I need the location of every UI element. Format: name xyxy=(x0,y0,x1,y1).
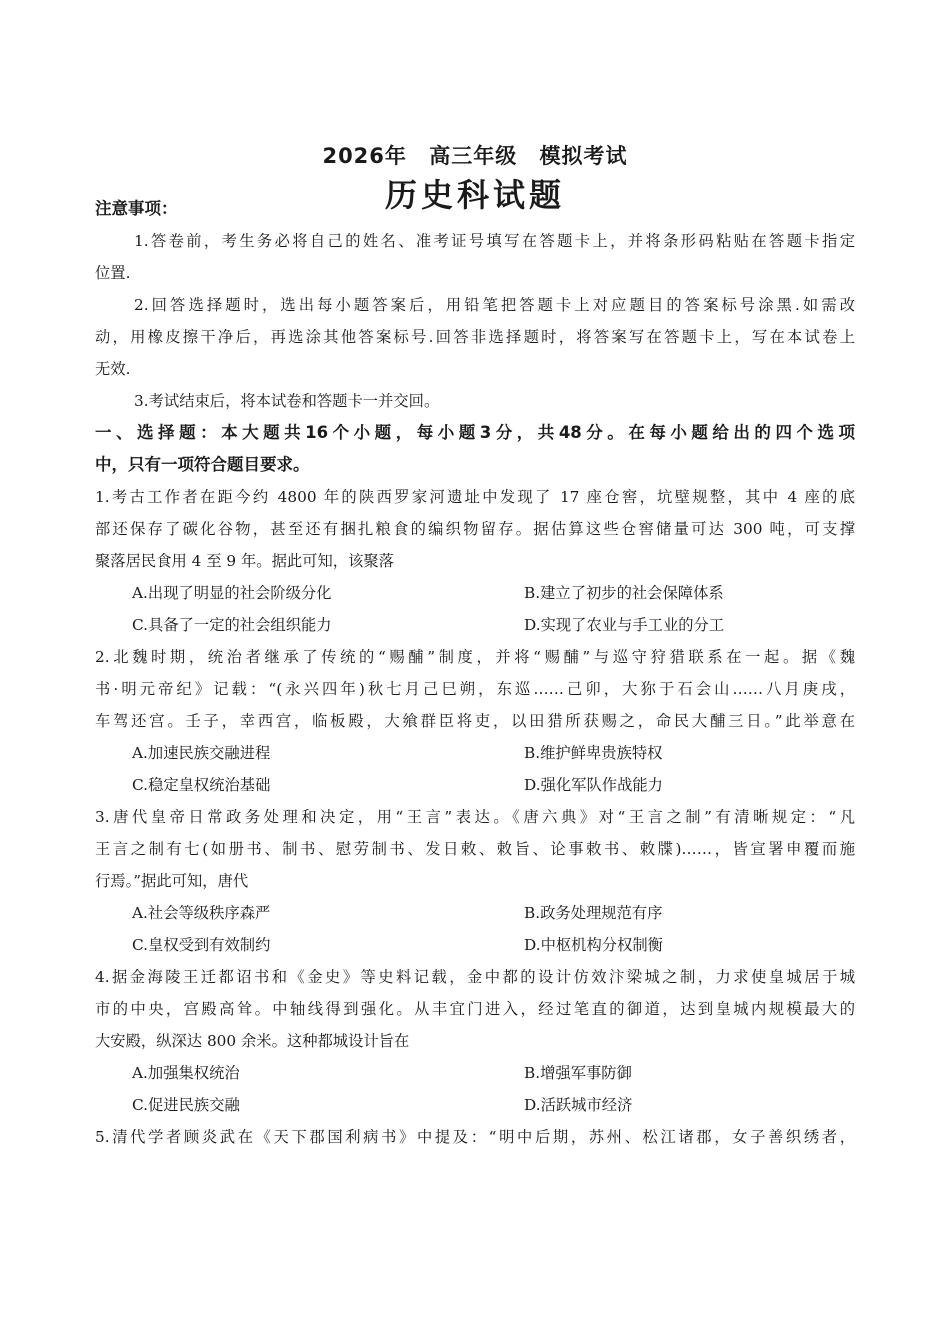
question-3-option-b: B.政务处理规范有序 xyxy=(524,904,663,922)
question-1-line: 部还保存了碳化谷物，甚至还有捆扎粮食的编织物留存。据估算这些仓窖储量可达 300 吨，可支撑 xyxy=(95,520,855,538)
question-1-option-a: A.出现了明显的社会阶级分化 xyxy=(132,584,332,602)
section-heading: 一、选择题：本大题共16个小题，每小题3分，共48分。在每小题给出的四个选项 xyxy=(95,423,855,442)
question-3-option-c: C.皇权受到有效制约 xyxy=(132,936,271,954)
notes-line: 1.答卷前，考生务必将自己的姓名、准考证号填写在答题卡上，并将条形码粘贴在答题卡指定 xyxy=(134,232,855,250)
notes-line: 动，用橡皮擦干净后，再选涂其他答案标号.回答非选择题时，将答案写在答题卡上，写在本试卷上 xyxy=(95,328,855,346)
exam-year: 2026年 xyxy=(322,144,407,168)
question-1-line: 1.考古工作者在距今约 4800 年的陕西罗家河遗址中发现了 17 座仓窖，坑壁规整，其中 4 座的底 xyxy=(95,488,855,506)
notes-line: 位置. xyxy=(95,264,131,282)
exam-title: 历史科试题 xyxy=(384,176,565,214)
question-5-line: 5.清代学者顾炎武在《天下郡国利病书》中提及：“明中后期，苏州、松江诸郡，女子善织绣者， xyxy=(95,1128,855,1146)
question-3-line: 王言之制有七(如册书、制书、慰劳制书、发日敕、敕旨、论事敕书、敕牒)……，皆宣署申覆而施 xyxy=(95,840,855,858)
question-2-option-a: A.加速民族交融进程 xyxy=(132,744,271,762)
question-4-line: 市的中央，宫殿高耸。中轴线得到强化。从丰宜门进入，经过笔直的御道，达到皇城内规模最大的 xyxy=(95,1000,855,1018)
question-1-option-d: D.实现了农业与手工业的分工 xyxy=(524,616,725,634)
question-2-option-b: B.维护鲜卑贵族特权 xyxy=(524,744,663,762)
question-1-option-c: C.具备了一定的社会组织能力 xyxy=(132,616,332,634)
question-1-line: 聚落居民食用 4 至 9 年。据此可知，该聚落 xyxy=(95,552,394,570)
section-heading: 中，只有一项符合题目要求。 xyxy=(95,455,310,474)
question-3-line: 3.唐代皇帝日常政务处理和决定，用“王言”表达。《唐六典》对“王言之制”有清晰规定：“凡 xyxy=(95,808,855,826)
question-4-line: 4.据金海陵王迁都诏书和《金史》等史料记载，金中都的设计仿效汴梁城之制，力求使皇城居于城 xyxy=(95,968,855,986)
question-4-option-c: C.促进民族交融 xyxy=(132,1096,240,1114)
question-3-option-a: A.社会等级秩序森严 xyxy=(132,904,271,922)
question-3-line: 行焉。”据此可知，唐代 xyxy=(95,872,249,890)
notes-line: 3.考试结束后，将本试卷和答题卡一并交回。 xyxy=(134,392,440,410)
question-4-option-a: A.加强集权统治 xyxy=(132,1064,240,1082)
notes-line: 2.回答选择题时，选出每小题答案后，用铅笔把答题卡上对应题目的答案标号涂黑.如需改 xyxy=(134,296,855,314)
question-2-option-c: C.稳定皇权统治基础 xyxy=(132,776,271,794)
question-2-line: 书·明元帝纪》记载：“(永兴四年)秋七月己巳朔，东巡……己卯，大狝于石会山……八月庚戌， xyxy=(95,680,855,698)
question-4-option-d: D.活跃城市经济 xyxy=(524,1096,633,1114)
question-2-option-d: D.强化军队作战能力 xyxy=(524,776,663,794)
question-2-line: 车驾还宫。壬子，幸西宫，临板殿，大飨群臣将吏，以田猎所获赐之，命民大酺三日。”此举意在 xyxy=(95,712,855,730)
question-4-line: 大安殿，纵深达 800 余米。这种都城设计旨在 xyxy=(95,1032,410,1050)
question-1-option-b: B.建立了初步的社会保障体系 xyxy=(524,584,724,602)
question-4-option-b: B.增强军事防御 xyxy=(524,1064,632,1082)
notes-line: 无效. xyxy=(95,360,131,378)
question-2-line: 2.北魏时期，统治者继承了传统的“赐酺”制度，并将“赐酺”与巡守狩猎联系在一起。据《魏 xyxy=(95,648,855,666)
question-3-option-d: D.中枢机构分权制衡 xyxy=(524,936,663,954)
notes-heading: 注意事项： xyxy=(95,199,178,218)
exam-header xyxy=(0,140,950,170)
exam-grade: 高三年级 xyxy=(429,144,518,168)
exam-type: 模拟考试 xyxy=(539,144,628,168)
